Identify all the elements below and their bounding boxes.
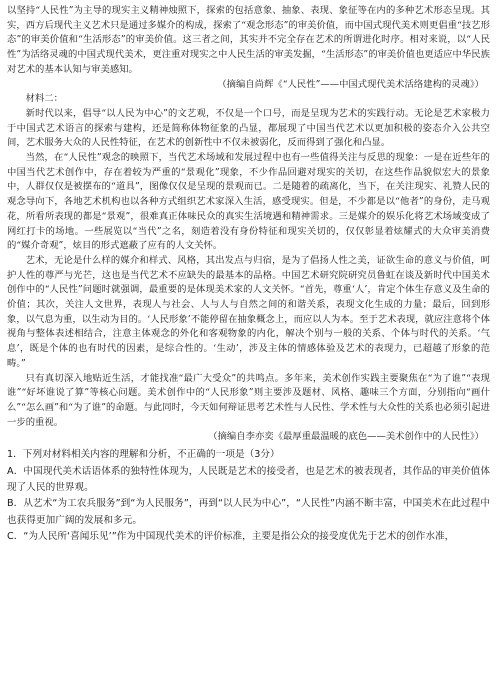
question-option-a: A．中国现代美术话语体系的独特性体现为，人民既是艺术的接受者，也是艺术的被表现者，其作品的审美价值体现了人民的世界观。 (7, 465, 490, 493)
question-option-c: C．“为人民所‘喜闻乐见’”作为中国现代美术的评价标准，主要是指公众的接受度优先于艺术的创作水准， (7, 531, 455, 543)
question-stem: 1．下列对材料相关内容的理解和分析，不正确的一项是（3分） (7, 449, 280, 461)
passage-tail: 以坚持“人民性”为主导的现实主义精神烛照下，探索的包括意象、抽象、表现、象征等在内的多种艺术形态呈现。其实，西方后现代主义艺术只是通过多媒介的构成，探索了“观念形态”的审美价值，而中国式现代美术则更倡重“技艺形态”的审美价值和“生活形态”的审美价值。这三者之间，其实并不完全存在艺术的所谓进化时序。相对来说，以“人民性”为活络灵魂的中国式现代美术，更注重对现实之中人民生活的审美发掘，“生活形态”的审美价值也更适应中华民族对艺术的基本认知与审美感知。 (7, 5, 490, 75)
question-option-b: B．从艺术“为工农兵服务”到“为人民服务”，再到“以人民为中心”，“人民性”内涵不断丰富，中国美术在此过程中也获得更加广阔的发展和多元。 (7, 498, 490, 526)
source-citation-1: （摘编自尚辉《“人民性”——中国式现代美术活络建构的灵魂》） (217, 78, 484, 90)
material-2-paragraph: 只有真切深入地贴近生活，才能找准“最广大受众”的共鸣点。多年来，美术创作实践主要聚焦在“为了谁”“表现谁”“好坏谁说了算”等核心问题。美术创作中的“人民形象”则主要涉及题材、风格、趣味三个方面，分别指向“画什么”“怎么画”和“为了谁”的命题。与此同时，今天如何辩证思考艺术性与人民性、学术性与大众性的关系也必须引起进一步的重视。 (7, 372, 490, 428)
material-2-paragraph: 当然，在“人民性”观念的映照下，当代艺术场域和发展过程中也有一些值得关注与反思的现象：一是在近些年的中国当代艺术创作中，存在着较为严重的“景观化”现象，不少作品回避对现实的关切，在这些作品貌似宏大的景象中，人群仅仅是被摆布的“道具”，图像仅仅是呈现的景观而已。二是随着的疏离化，当下，在关注现实、礼赞人民的观念导向下，各地艺术机构也以各种方式组织艺术家深入生活，感受现实。但是，不少都是以“他者”的身份，走马观花，所看所表现的都是“景观”，很难真正体味民众的真实生活境遇和精神需求。三是媒介的娱乐化将艺术场域变成了网红打卡的场地。一些展览以“当代”之名，刻造着没有身份特征和现实关切的，仅仅彰显着炫耀式的大众审美消费的“媒介奇观”，炫目的形式遮蔽了应有的人文关怀。 (7, 152, 490, 252)
material-2-heading: 材料二： (25, 93, 63, 105)
material-2-paragraph: 新时代以来，倡导“以人民为中心”的文艺观，不仅是一个口号，而是呈现为艺术的实践行动。无论是艺术家极力于中国式艺术语言的探索与建构，还是简称体物征象的凸显，都展现了中国当代艺术以更加积极的姿态介入公共空间，艺术服务大众的人民性特征，在艺术的创新性中不仅未被弱化，反而得到了强化和凸显。 (7, 107, 490, 149)
source-citation-2: （摘编自李亦奕《最厚重最温暖的底色——美术创作中的人民性》） (208, 431, 484, 443)
material-2-paragraph: 艺术，无论是什么样的媒介和样式、风格，其出发点与归宿，是为了倡扬人性之美，证欲生命的意义与价值，呵护人性的尊严与光芒，这也是当代艺术不应缺失的最基本的品格。中国艺术研究院研究员鲁虹在谈及新时代中国美术创作中的“人民性”问题时就强调，最重要的是体现美术家的人文关怀。“首先，尊重‘人’，肯定个体生存意义及生命的价值；其次，关注人文世界，表现人与社会、人与人与自然之间的和谐关系，表现文化生成的力量；最后，回到形象，以气息为重，以生动为目的。‘人民形象’不能停留在抽象概念上，而应以人为本。至于艺术表现，就应注意将个体视角与整体表述相结合，注意主体观念的外化和客观物象的内化，解决个别与一般的关系、个体与时代的关系。‘气息’，既是个体的也有时代的因素，是综合性的。‘生动’，涉及主体的情感体验及艺术的表现力，已超越了形象的范畴。” (7, 254, 490, 369)
